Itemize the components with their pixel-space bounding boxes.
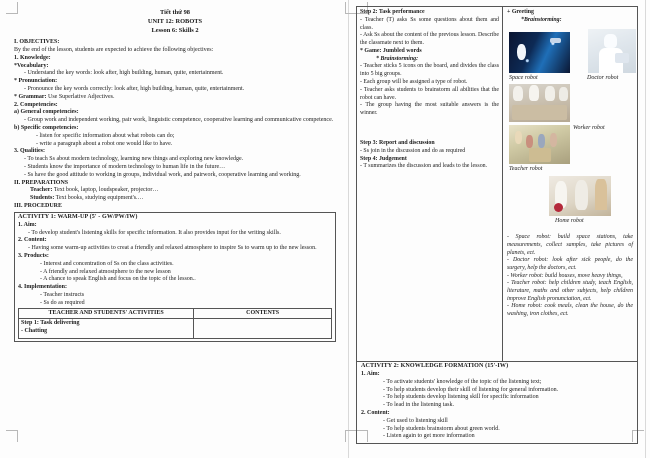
procedure-table-continued: [356, 6, 638, 362]
activity-1-implementation-label: 4. Implementation:: [18, 284, 67, 291]
step-1-item: - Chatting: [21, 327, 48, 334]
activity-2-aim-label: 1. Aim:: [361, 370, 380, 377]
space-robot-image: [509, 32, 570, 73]
grammar-text: Use Superlative Adjectives.: [46, 93, 115, 100]
activity-2-aim-1: - To activate students' knowledge of the topic of the listening text;: [383, 378, 542, 385]
space-robot-caption: Space robot: [509, 75, 538, 82]
knowledge-heading: 1. Knowledge:: [14, 54, 51, 61]
activity-1-box: [14, 212, 336, 342]
activity-1-product-2: - A friendly and relaxed atmostphere to the new lesson: [40, 268, 171, 275]
table-cell-contents: [194, 319, 332, 339]
general-competencies-text: - Group work and independent working, pair work, linguistic competence, cooperative learning and communicative competence.: [24, 117, 334, 124]
activity-1-aim-label: 1. Aim:: [18, 221, 37, 228]
activity-2-aim-2: - To help students develop their skill of listening for general information.: [383, 386, 559, 393]
procedure-heading: III. PROCEDURE: [14, 203, 63, 210]
home-robot-caption: Home robot: [555, 218, 584, 225]
activity-2-content-2: - To help students brainstorm about green world.: [383, 425, 500, 432]
step-3-text: - Ss join in the discussion and do as required: [360, 147, 466, 154]
brainstorm-item-1: - Teacher sticks 5 icons on the board, and divides the class into 5 big groups.: [360, 63, 499, 78]
brainstorming-label-a: * Brainstorming:: [376, 55, 419, 62]
brainstorm-item-3: - Teacher asks students to brainstorm all abilities that the robot can have.: [360, 86, 499, 101]
spacer-1: [360, 118, 499, 140]
preparations-teacher-label: Teacher:: [30, 187, 53, 194]
activity-1-implementation-1: - Teacher instructs: [40, 291, 85, 298]
game-label: * Game: Jumbled words: [360, 47, 422, 54]
column-header-contents: CONTENTS: [194, 308, 332, 319]
preparations-students-text: Text books, studying equipment's.…: [54, 195, 144, 202]
objectives-intro: By the end of the lesson, students are expected to achieve the following objectives:: [14, 47, 214, 54]
step-2-item-1: - Teacher (T) asks Ss some questions about them and class.: [360, 16, 499, 31]
activity-1-aim-text: - To develop student's listening skills for specific information. It also provides input for the writing skills.: [28, 229, 281, 236]
worker-robot-image: [509, 84, 570, 122]
preparations-students: [14, 195, 336, 203]
activity-1-products-label: 3. Products:: [18, 252, 49, 259]
preparations-heading: II. PREPARATIONS: [14, 179, 69, 186]
step-4-text: - T summarizes the discussion and leads to the lesson.: [360, 163, 488, 170]
vocabulary-text: - Understand the key words: look after, high building, human, quite, entertainment.: [24, 70, 224, 77]
activity-1-content-label: 2. Content:: [18, 237, 47, 244]
pronunciation-label: * Pronunciation:: [14, 78, 58, 85]
teacher-robot-image: [509, 125, 570, 164]
objectives-heading: I. OBJECTIVES:: [14, 39, 60, 46]
activity-1-content-text: - Having some warm-up activities to creat a friendly and relaxed atmosphere to inspire Ss to warm up to the new lesson.: [28, 245, 317, 252]
specific-competencies-label: b) Specific competencies:: [14, 125, 79, 132]
left-page-column: [14, 8, 336, 450]
step-1-heading: Step 1: Task delivering: [21, 320, 80, 326]
step-2-item-2: - Ask Ss about the content of the previous lesson. Describe the classmate next to them.: [360, 32, 499, 47]
activities-column: [357, 7, 503, 361]
home-robot-image: [549, 176, 611, 216]
general-competencies-label: a) General competencies:: [14, 109, 79, 116]
description-space-robot: - Space robot: build space stations, take measurements, collect samples, take pictures of planets, ect.: [507, 234, 633, 256]
page-edge-right: [645, 0, 646, 458]
activity-2-content-1: - Get used to listening skill: [383, 417, 448, 424]
activity-2-box: [356, 362, 638, 444]
preparations-teacher-text: Text book, laptop, loudspeaker, projector…: [52, 187, 159, 194]
description-doctor-robot: - Doctor robot: look after sick people, do the surgery, help the doctors, ect.: [507, 257, 633, 272]
procedure-table: [18, 308, 332, 340]
qualities-item-1: - To teach Ss about modern technology, learning new things and exploring new knowledge.: [24, 156, 244, 163]
competencies-heading: 2. Competencies:: [14, 101, 58, 108]
worker-robot-caption: Worker robot: [573, 125, 605, 132]
description-teacher-robot: - Teacher robot: help children study, teach English, literature, maths and other subjects, help children improve English pronunciation, ect.: [507, 280, 633, 302]
step-3-heading: Step 3: Report and discussion: [360, 139, 435, 146]
qualities-item-3: - Ss have the good attitude to working in groups, individual work, and pairwork, cooperative learning and working.: [24, 171, 301, 178]
activity-1-product-1: - Interest and concentration of Ss on the class activities.: [40, 260, 174, 267]
right-page-column: [356, 6, 638, 452]
step-4-heading: Step 4: Judgement: [360, 155, 407, 162]
activity-1-header: ACTIVITY 1: WARM-UP (5' - GW/PW/IW): [18, 213, 138, 220]
teacher-robot-caption: Teacher robot: [509, 166, 543, 173]
activity-1-implementation-2: - Ss do as required: [40, 299, 85, 306]
lesson-title-block: [14, 8, 336, 35]
brainstorm-item-4: - The group having the most suitable answers is the winner.: [360, 102, 499, 117]
title-line-unit: UNIT 12: ROBOTS: [147, 18, 203, 26]
greeting-label: + Greeting: [507, 9, 534, 15]
table-row: [19, 319, 332, 339]
description-home-robot: - Home robot: cook meals, clean the house, do the washing, iron clothes, ect.: [507, 303, 633, 318]
activity-1-product-3: - A chance to speak English and focus on the topic of the lesson..: [40, 276, 196, 283]
contents-column: [503, 7, 637, 361]
grammar-label: * Grammar:: [14, 93, 47, 100]
activity-2-header: ACTIVITY 2: KNOWLEDGE FORMATION (15'-IW): [361, 363, 509, 369]
table-cell-activities: [19, 319, 194, 339]
column-header-activities: TEACHER AND STUDENTS' ACTIVITIES: [19, 308, 194, 319]
robot-descriptions: [507, 234, 633, 318]
qualities-heading: 3. Qualities:: [14, 148, 45, 155]
step-2-heading: Step 2: Task performance: [360, 9, 425, 15]
grammar-line: [14, 94, 336, 102]
pronunciation-text: - Pronounce the key words correctly: look after, high building, human, quite, entertainment.: [24, 86, 245, 93]
activity-2-content-label: 2. Content:: [361, 409, 390, 416]
qualities-item-2: - Students know the importance of modern technology to human life in the future…: [24, 164, 226, 171]
brainstorming-label-b: *Brainstorming:: [521, 16, 562, 23]
vocabulary-label: *Vocabulary:: [14, 62, 49, 69]
doctor-robot-caption: Doctor robot: [587, 75, 619, 82]
preparations-teacher: [14, 187, 336, 195]
description-worker-robot: - Worker robot: build houses, move heavy things,: [507, 272, 623, 279]
page-divider: [348, 0, 349, 458]
activity-2-content-3: - Listen again to get more information: [383, 433, 475, 440]
title-line-period: Tiết thứ 98: [160, 9, 190, 16]
specific-item-2: - write a paragraph about a robot one would like to have.: [36, 140, 173, 147]
activity-2-aim-4: - To lead in the listening task.: [383, 402, 454, 409]
title-line-lesson: Lesson 6: Skills 2: [151, 27, 199, 35]
doctor-robot-image: [588, 29, 636, 73]
specific-item-1: - listen for specific information about what robots can do;: [36, 132, 175, 139]
brainstorm-item-2: - Each group will be assigned a type of robot.: [360, 79, 468, 86]
preparations-students-label: Students:: [30, 195, 55, 202]
table-header-row: [19, 308, 332, 319]
activity-2-aim-3: - To help students develop listening skill for specific information: [383, 394, 539, 401]
